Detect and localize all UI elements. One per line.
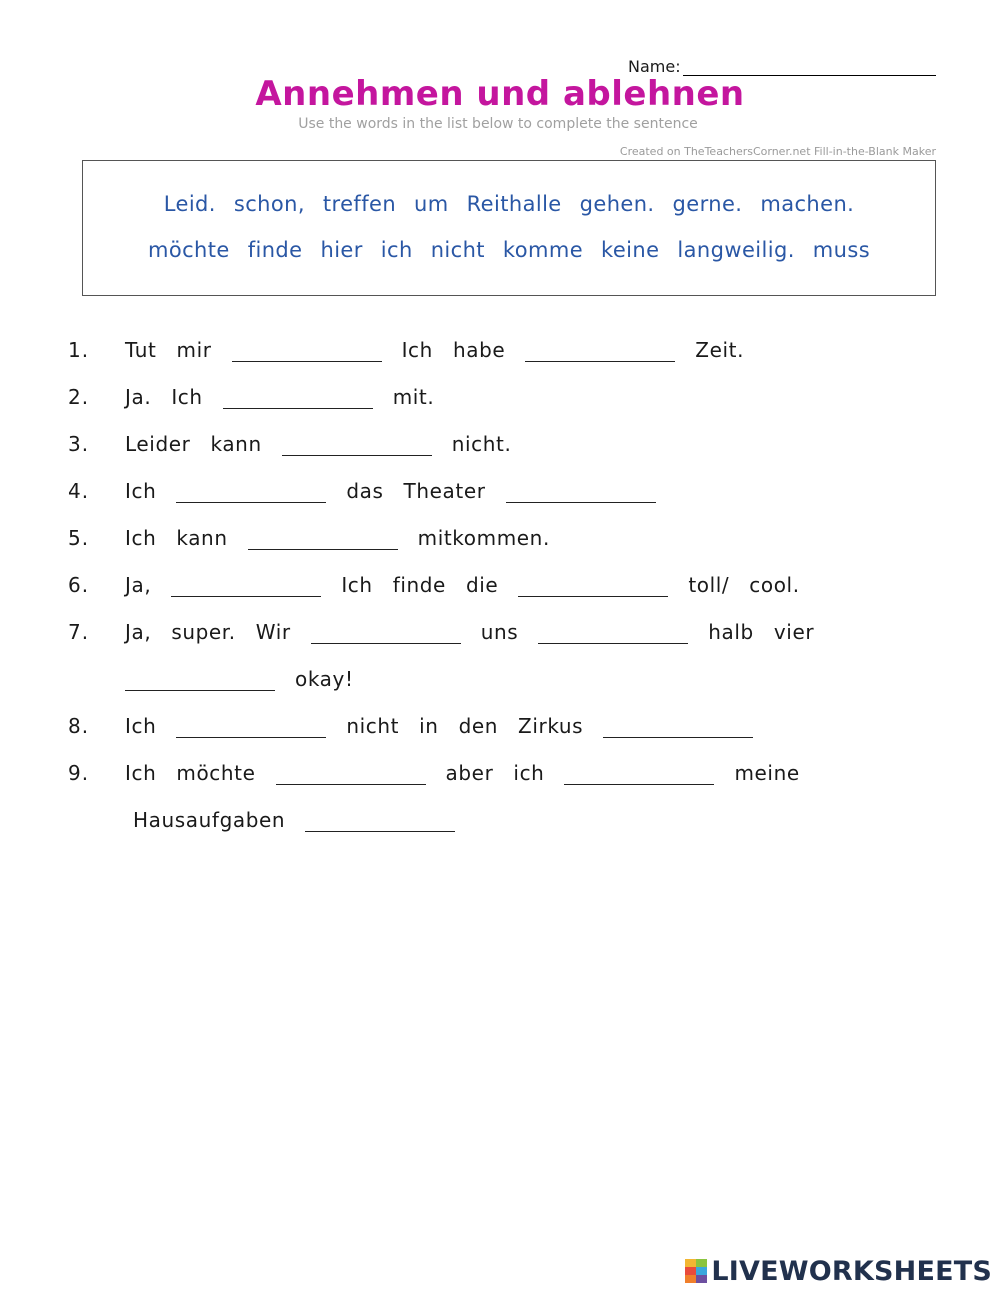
word-bank-word: treffen (322, 192, 397, 216)
question-word: Leider (125, 432, 191, 456)
word-bank-word: Leid. (163, 192, 216, 216)
word-bank-word: um (414, 192, 449, 216)
answer-blank[interactable] (171, 572, 321, 597)
answer-blank[interactable] (538, 619, 688, 644)
answer-blank[interactable] (305, 807, 455, 832)
name-field (628, 54, 936, 76)
question-word: halb (708, 620, 754, 644)
word-bank-word: Reithalle (466, 192, 562, 216)
question-word: Zirkus (518, 714, 584, 738)
question-word: Ich (125, 761, 157, 785)
question-word: Ja. (125, 385, 152, 409)
question-word: Ich (171, 385, 203, 409)
word-bank-word: keine (601, 238, 660, 262)
question-word: uns (480, 620, 519, 644)
question-word: Wir (255, 620, 291, 644)
logo-color-block (685, 1259, 696, 1267)
answer-blank[interactable] (506, 478, 656, 503)
question-word: Ich (125, 479, 157, 503)
answer-blank[interactable] (311, 619, 461, 644)
question-word: cool. (749, 573, 800, 597)
answer-blank[interactable] (223, 384, 373, 409)
question-word: Ich (341, 573, 373, 597)
question-2 (68, 379, 454, 409)
question-word: mitkommen. (417, 526, 550, 550)
question-word: in (419, 714, 439, 738)
question-number: 7. (68, 620, 90, 644)
question-9 (68, 755, 820, 785)
word-bank-word: gehen. (579, 192, 655, 216)
question-8 (68, 708, 773, 738)
answer-blank[interactable] (518, 572, 668, 597)
question-word: den (458, 714, 499, 738)
question-number: 5. (68, 526, 90, 550)
name-line[interactable] (683, 55, 936, 76)
word-bank-word: ich (380, 238, 413, 262)
word-bank-row-1 (83, 192, 935, 216)
question-number: 8. (68, 714, 90, 738)
question-word: super. (171, 620, 236, 644)
question-3 (68, 426, 531, 456)
word-bank-word: finde (247, 238, 303, 262)
question-number: 1. (68, 338, 90, 362)
question-word: finde (392, 573, 446, 597)
question-6 (68, 567, 820, 597)
answer-blank[interactable] (248, 525, 398, 550)
word-bank-word: möchte (147, 238, 230, 262)
logo-color-block (685, 1267, 696, 1275)
liveworksheets-logo-icon (685, 1259, 707, 1283)
liveworksheets-logo (685, 1255, 992, 1287)
logo-color-block (696, 1259, 707, 1267)
question-word: möchte (176, 761, 256, 785)
question-word: okay! (295, 667, 354, 691)
question-word: nicht. (451, 432, 512, 456)
answer-blank[interactable] (282, 431, 432, 456)
question-word: Theater (403, 479, 486, 503)
question-word: Tut (125, 338, 157, 362)
question-word: vier (773, 620, 815, 644)
answer-blank[interactable] (176, 478, 326, 503)
question-word: Ich (125, 714, 157, 738)
question-word: Hausaufgaben (133, 808, 286, 832)
word-bank-word: nicht (430, 238, 485, 262)
answer-blank[interactable] (125, 666, 275, 691)
word-bank-word: hier (320, 238, 363, 262)
answer-blank[interactable] (603, 713, 753, 738)
question-word: toll/ (688, 573, 730, 597)
question-word: Ich (125, 526, 157, 550)
answer-blank[interactable] (564, 760, 714, 785)
instructions: Use the words in the list below to complete the sentence (298, 116, 698, 132)
word-bank-word: machen. (760, 192, 855, 216)
logo-text: LIVEWORKSHEETS (711, 1255, 992, 1287)
answer-blank[interactable] (525, 337, 675, 362)
logo-color-block (696, 1267, 707, 1275)
question-word: Zeit. (695, 338, 745, 362)
answer-blank[interactable] (276, 760, 426, 785)
question-word: ich (513, 761, 545, 785)
word-bank-word: gerne. (672, 192, 743, 216)
question-word: mit. (392, 385, 435, 409)
logo-color-block (696, 1275, 707, 1283)
worksheet-title: Annehmen und ablehnen (255, 74, 745, 114)
question-9-continuation (133, 802, 475, 832)
question-number: 9. (68, 761, 90, 785)
word-bank-word: schon, (233, 192, 305, 216)
credit-line: Created on TheTeachersCorner.net Fill-in-the-Blank Maker (619, 145, 936, 158)
question-word: kann (176, 526, 228, 550)
logo-color-block (685, 1275, 696, 1283)
question-number: 3. (68, 432, 90, 456)
question-7 (68, 614, 834, 644)
question-word: die (465, 573, 499, 597)
question-word: Ich (401, 338, 433, 362)
question-1 (68, 332, 764, 362)
word-bank-word: langweilig. (677, 238, 795, 262)
question-word: mir (176, 338, 212, 362)
word-bank-word: muss (812, 238, 871, 262)
answer-blank[interactable] (232, 337, 382, 362)
question-word: das (346, 479, 384, 503)
word-bank (82, 160, 936, 296)
name-label: Name: (628, 57, 681, 76)
question-number: 6. (68, 573, 90, 597)
word-bank-word: komme (502, 238, 584, 262)
question-number: 4. (68, 479, 90, 503)
question-4 (68, 473, 676, 503)
question-7-continuation (125, 661, 374, 691)
question-word: aber (445, 761, 494, 785)
question-word: habe (452, 338, 506, 362)
word-bank-row-2 (83, 238, 935, 262)
question-word: Ja, (125, 573, 152, 597)
question-word: meine (734, 761, 800, 785)
question-word: Ja, (125, 620, 152, 644)
answer-blank[interactable] (176, 713, 326, 738)
question-word: nicht (346, 714, 400, 738)
question-number: 2. (68, 385, 90, 409)
question-5 (68, 520, 570, 550)
question-word: kann (210, 432, 262, 456)
